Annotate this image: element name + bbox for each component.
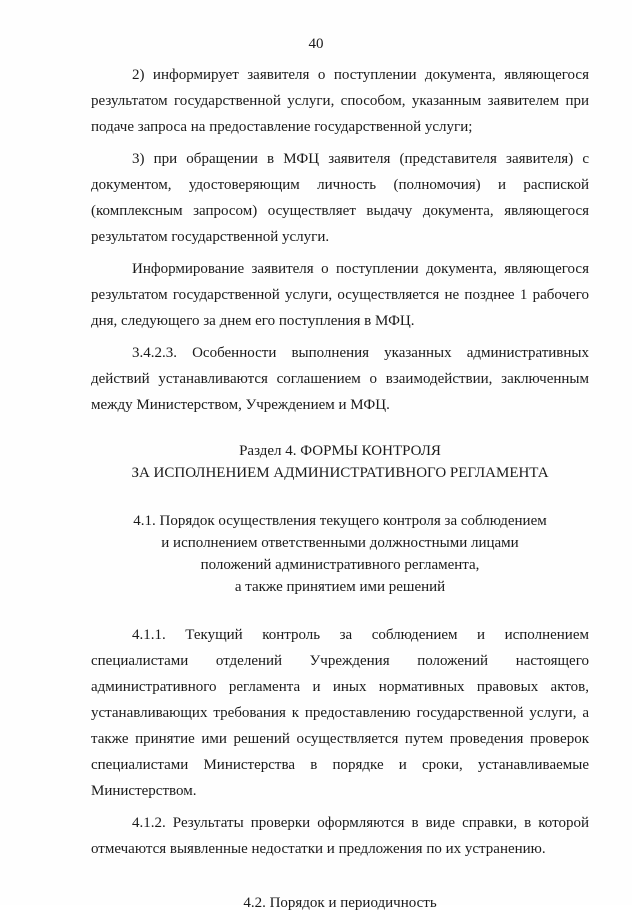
spacer [91, 862, 589, 892]
subsection-heading-line: а также принятием ими решений [234, 579, 446, 595]
subsection-heading-line: и исполнением ответственными должностными лицами [161, 535, 519, 551]
document-body [91, 62, 589, 914]
paragraph-mfc-issue: 3) при обращении в МФЦ заявителя (представителя заявителя) с документом, удостоверяющим личность (полномочия) и распиской (комплексным запросом) осуществляет выдачу документа, являющегося результатом государственной услуги. [91, 151, 589, 245]
spacer [91, 484, 589, 510]
subsection-heading-line: положений административного регламента, [200, 557, 480, 573]
paragraph-informing-deadline: Информирование заявителя о поступлении документа, являющегося результатом государственной услуги, осуществляется не позднее 1 рабочего дня, следующего за днем его поступления в МФЦ. [91, 261, 589, 329]
section-4-heading [91, 440, 589, 484]
section-heading-line: ЗА ИСПОЛНЕНИЕМ АДМИНИСТРАТИВНОГО РЕГЛАМЕНТА [131, 465, 549, 481]
paragraph-3-4-2-3: 3.4.2.3. Особенности выполнения указанных административных действий устанавливаются соглашением о взаимодействии, заключенным между Министерством, Учреждением и МФЦ. [91, 345, 589, 413]
paragraph-inform-applicant: 2) информирует заявителя о поступлении документа, являющегося результатом государственной услуги, способом, указанным заявителем при подаче запроса на предоставление государственной услуги; [91, 67, 589, 135]
subsection-4-2-heading: 4.2. Порядок и периодичность [243, 895, 437, 911]
subsection-4-1-heading [91, 510, 589, 598]
subsection-heading-line: 4.1. Порядок осуществления текущего контроля за соблюдением [133, 513, 547, 529]
spacer [91, 598, 589, 622]
page-number: 40 [308, 36, 324, 52]
paragraph-4-1-2: 4.1.2. Результаты проверки оформляются в виде справки, в которой отмечаются выявленные недостатки и предложения по их устранению. [91, 815, 589, 857]
paragraph-4-1-1: 4.1.1. Текущий контроль за соблюдением и исполнением специалистами отделений Учреждения положений настоящего административного регламента и иных нормативных правовых актов, устанавливающих требования к предоставлению государственной услуги, а также принятие ими решений осуществляется путем проведения проверок специалистами Министерства в порядке и сроки, устанавливаемые Министерством. [91, 627, 589, 799]
section-heading-line: Раздел 4. ФОРМЫ КОНТРОЛЯ [239, 443, 441, 459]
spacer [91, 418, 589, 440]
